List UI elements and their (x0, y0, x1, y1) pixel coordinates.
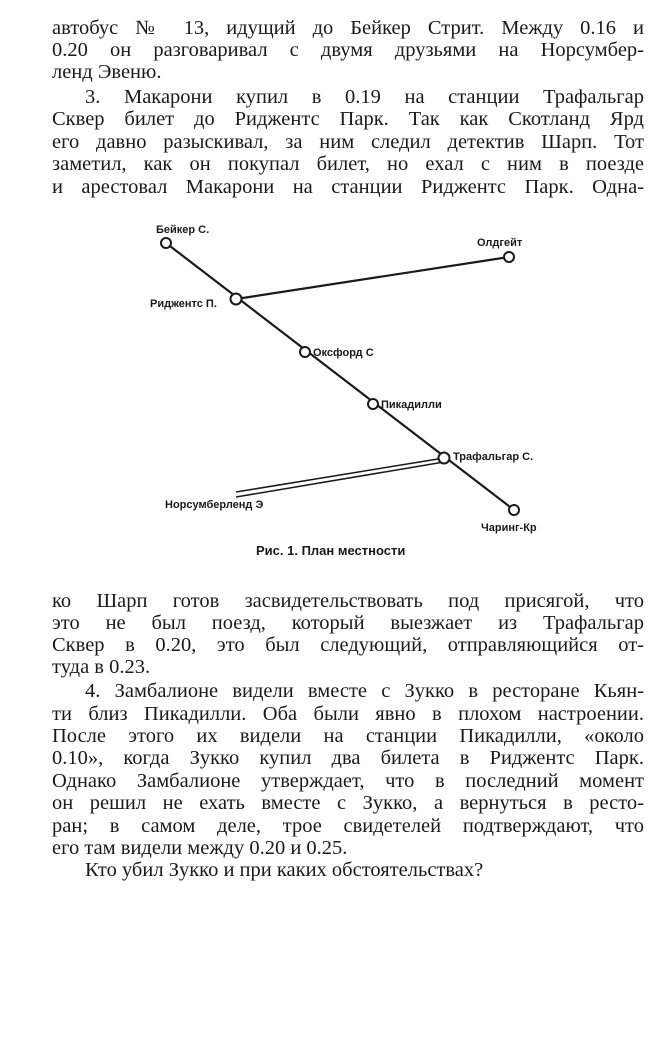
line-regents-aldgate (236, 257, 509, 299)
line-northumberland-trafalgar (236, 462, 444, 497)
text-line: ти близ Пикадилли. Оба были явно в плохом настроении. (52, 703, 644, 725)
area-map (0, 210, 660, 570)
station-label-northumberland: Норсумберленд Э (165, 499, 264, 511)
station-label-oxford: Оксфорд С (313, 347, 374, 359)
station-marker-oxford (300, 347, 310, 357)
station-label-trafalgar: Трафальгар С. (453, 451, 534, 463)
station-marker-baker (161, 238, 171, 248)
station-marker-trafalgar (439, 453, 450, 464)
text-line: 4. Замбалионе видели вместе с Зукко в ресторане Кьян- (85, 680, 644, 702)
text-line: 0.10», когда Зукко купил два билета в Риджентс Парк. (52, 747, 644, 769)
station-marker-piccadilly (368, 399, 378, 409)
text-line: он решил не ехать вместе с Зукко, а вернуться в ресто- (52, 792, 644, 814)
station-label-charing: Чаринг-Кр (481, 522, 537, 534)
station-label-regents: Риджентс П. (150, 298, 217, 310)
text-line: Сквер билет до Риджентс Парк. Так как Скотланд Ярд (52, 108, 644, 130)
line-northumberland-trafalgar (236, 458, 444, 492)
text-line: автобус № 13, идущий до Бейкер Стрит. Между 0.16 и (52, 17, 644, 39)
station-label-baker: Бейкер С. (156, 224, 210, 236)
question-line: Кто убил Зукко и при каких обстоятельствах? (85, 859, 484, 881)
station-label-aldgate: Олдгейт (477, 237, 523, 249)
text-line: ко Шарп готов засвидетельствовать под присягой, что (52, 590, 644, 612)
text-line: и арестовал Макарони на станции Риджентс Парк. Одна- (52, 176, 644, 198)
station-marker-regents (231, 294, 242, 305)
text-line: 3. Макарони купил в 0.19 на станции Трафальгар (85, 86, 644, 108)
station-marker-charing (509, 505, 519, 515)
text-line: 0.20 он разговаривал с двумя друзьями на Норсумбер- (52, 39, 644, 61)
text-line: его там видели между 0.20 и 0.25. (52, 837, 348, 859)
figure-caption: Рис. 1. План местности (256, 543, 406, 558)
text-line: ленд Эвеню. (52, 61, 162, 83)
text-line: Сквер в 0.20, это был следующий, отправляющийся от- (52, 634, 644, 656)
text-line: ран; в самом деле, трое свидетелей подтверждают, что (52, 815, 644, 837)
text-line: Однако Замбалионе утверждает, что в последний момент (52, 770, 644, 792)
text-line: туда в 0.23. (52, 656, 151, 678)
text-line: его давно разыскивал, за ним следил детектив Шарп. Тот (52, 131, 644, 153)
text-line: После этого их видели на станции Пикадилли, «около (52, 725, 644, 747)
text-line: это не был поезд, который выезжает из Трафальгар (52, 612, 644, 634)
text-line: заметил, как он покупал билет, но ехал с ним в поезде (52, 153, 644, 175)
station-label-piccadilly: Пикадилли (381, 399, 442, 411)
station-marker-aldgate (504, 252, 514, 262)
